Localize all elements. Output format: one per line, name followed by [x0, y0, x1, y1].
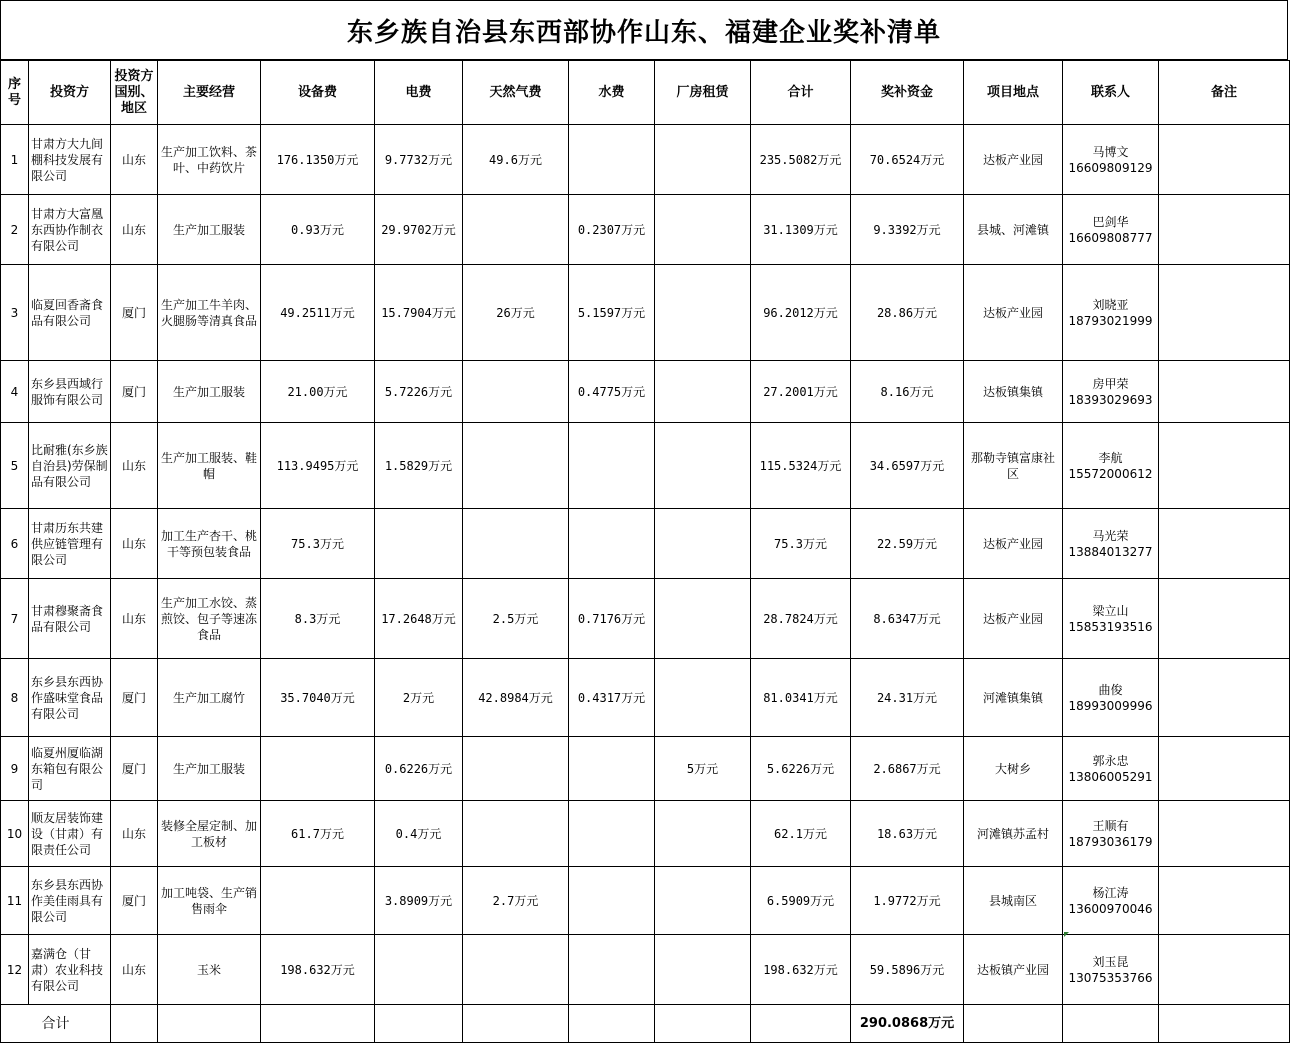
header-cell[interactable]: 水费 — [569, 61, 655, 125]
row-number-cell[interactable]: 6 — [1, 509, 29, 579]
subsidy-cell[interactable]: 28.86万元 — [851, 265, 964, 361]
equipment-fee-cell[interactable] — [261, 737, 375, 801]
gas-fee-cell[interactable]: 42.8984万元 — [463, 659, 569, 737]
equipment-fee-cell[interactable]: 75.3万元 — [261, 509, 375, 579]
contact-phone: 15572000612 — [1068, 466, 1153, 481]
water-fee-cell[interactable]: 0.2307万元 — [569, 195, 655, 265]
row-number-cell[interactable]: 9 — [1, 737, 29, 801]
region-cell[interactable]: 山东 — [111, 423, 158, 509]
note-cell[interactable] — [1159, 509, 1290, 579]
table-row — [1, 423, 1290, 509]
row-number-cell[interactable]: 4 — [1, 361, 29, 423]
contact-phone: 16609809129 — [1068, 160, 1153, 175]
contact-cell[interactable] — [1063, 195, 1159, 265]
rent-fee-cell[interactable] — [655, 659, 751, 737]
note-cell[interactable] — [1159, 265, 1290, 361]
business-cell[interactable]: 生产加工服装、鞋帽 — [158, 423, 261, 509]
note-cell[interactable] — [1159, 935, 1290, 1005]
water-fee-cell[interactable]: 0.4775万元 — [569, 361, 655, 423]
region-cell[interactable]: 山东 — [111, 509, 158, 579]
contact-phone: 18993009996 — [1068, 698, 1153, 713]
equipment-fee-cell[interactable]: 35.7040万元 — [261, 659, 375, 737]
contact-cell[interactable] — [1063, 737, 1159, 801]
subsidy-cell[interactable]: 59.5896万元 — [851, 935, 964, 1005]
business-cell[interactable]: 加工生产杏干、桃干等预包装食品 — [158, 509, 261, 579]
note-cell[interactable] — [1159, 801, 1290, 867]
contact-name: 巴剑华 — [1092, 214, 1129, 229]
electricity-fee-cell[interactable]: 9.7732万元 — [375, 125, 463, 195]
electricity-fee-cell[interactable]: 17.2648万元 — [375, 579, 463, 659]
contact-cell[interactable] — [1063, 125, 1159, 195]
contact-phone: 13075353766 — [1068, 970, 1153, 985]
sheet-title: 东乡族自治县东西部协作山东、福建企业奖补清单 — [346, 17, 941, 48]
electricity-fee-cell[interactable]: 2万元 — [375, 659, 463, 737]
investor-cell[interactable]: 甘肃方大富凰东西协作制衣有限公司 — [29, 195, 111, 265]
investor-cell[interactable]: 甘肃穆聚斋食品有限公司 — [29, 579, 111, 659]
rent-fee-cell[interactable] — [655, 801, 751, 867]
subsidy-cell[interactable]: 18.63万元 — [851, 801, 964, 867]
total-cell[interactable]: 6.5909万元 — [751, 867, 851, 935]
business-cell[interactable]: 生产加工服装 — [158, 195, 261, 265]
business-cell[interactable]: 生产加工腐竹 — [158, 659, 261, 737]
header-cell[interactable]: 厂房租赁 — [655, 61, 751, 125]
equipment-fee-cell[interactable]: 198.632万元 — [261, 935, 375, 1005]
header-cell[interactable]: 序号 — [1, 61, 29, 125]
row-number-cell[interactable]: 7 — [1, 579, 29, 659]
total-cell[interactable]: 81.0341万元 — [751, 659, 851, 737]
contact-name: 梁立山 — [1092, 603, 1129, 618]
row-number-cell[interactable]: 12 — [1, 935, 29, 1005]
electricity-fee-cell[interactable]: 0.4万元 — [375, 801, 463, 867]
equipment-fee-cell[interactable]: 61.7万元 — [261, 801, 375, 867]
total-cell[interactable]: 115.5324万元 — [751, 423, 851, 509]
electricity-fee-cell[interactable]: 1.5829万元 — [375, 423, 463, 509]
contact-name: 李航 — [1098, 450, 1123, 465]
investor-cell[interactable]: 嘉满仓（甘肃）农业科技有限公司 — [29, 935, 111, 1005]
note-cell[interactable] — [1159, 659, 1290, 737]
contact-phone: 18793036179 — [1068, 834, 1153, 849]
location-cell[interactable]: 达板产业园 — [964, 579, 1063, 659]
subsidy-cell[interactable]: 8.6347万元 — [851, 579, 964, 659]
rent-fee-cell[interactable]: 5万元 — [655, 737, 751, 801]
water-fee-cell[interactable] — [569, 125, 655, 195]
business-cell[interactable]: 生产加工服装 — [158, 361, 261, 423]
contact-phone: 18393029693 — [1068, 392, 1153, 407]
contact-phone: 13884013277 — [1068, 544, 1153, 559]
header-cell[interactable]: 投资方 — [29, 61, 111, 125]
header-cell[interactable]: 备注 — [1159, 61, 1290, 125]
rent-fee-cell[interactable] — [655, 935, 751, 1005]
gas-fee-cell[interactable] — [463, 935, 569, 1005]
row-number-cell[interactable]: 2 — [1, 195, 29, 265]
table-row — [1, 801, 1290, 867]
note-cell[interactable] — [1159, 579, 1290, 659]
location-cell[interactable]: 达板产业园 — [964, 265, 1063, 361]
gas-fee-cell[interactable] — [463, 423, 569, 509]
contact-phone: 16609808777 — [1068, 230, 1153, 245]
equipment-fee-cell[interactable]: 49.2511万元 — [261, 265, 375, 361]
gas-fee-cell[interactable] — [463, 509, 569, 579]
footer-subsidy-total[interactable]: 290.0868万元 — [851, 1005, 964, 1043]
rent-fee-cell[interactable] — [655, 195, 751, 265]
header-cell[interactable]: 联系人 — [1063, 61, 1159, 125]
contact-cell[interactable] — [1063, 801, 1159, 867]
equipment-fee-cell[interactable]: 176.1350万元 — [261, 125, 375, 195]
contact-name: 曲俊 — [1098, 682, 1123, 697]
footer-empty-cell[interactable] — [964, 1005, 1063, 1043]
table-row — [1, 579, 1290, 659]
contact-phone: 13600970046 — [1068, 901, 1153, 916]
header-cell[interactable]: 电费 — [375, 61, 463, 125]
footer-empty-cell[interactable] — [569, 1005, 655, 1043]
contact-cell[interactable] — [1063, 659, 1159, 737]
location-cell[interactable]: 县城南区 — [964, 867, 1063, 935]
contact-name: 刘玉昆 — [1092, 954, 1129, 969]
note-cell[interactable] — [1159, 867, 1290, 935]
investor-cell[interactable]: 甘肃历东共建供应链管理有限公司 — [29, 509, 111, 579]
region-cell[interactable]: 厦门 — [111, 867, 158, 935]
row-number-cell[interactable]: 11 — [1, 867, 29, 935]
gas-fee-cell[interactable]: 2.7万元 — [463, 867, 569, 935]
sheet-title-cell[interactable] — [0, 0, 1288, 60]
table-row — [1, 265, 1290, 361]
footer-empty-cell[interactable] — [1159, 1005, 1290, 1043]
footer-empty-cell[interactable] — [655, 1005, 751, 1043]
table-row — [1, 195, 1290, 265]
header-cell[interactable]: 投资方国别、地区 — [111, 61, 158, 125]
contact-cell[interactable] — [1063, 867, 1159, 935]
subsidy-cell[interactable]: 2.6867万元 — [851, 737, 964, 801]
total-cell[interactable]: 96.2012万元 — [751, 265, 851, 361]
note-cell[interactable] — [1159, 737, 1290, 801]
contact-name: 马博文 — [1092, 144, 1129, 159]
equipment-fee-cell[interactable]: 113.9495万元 — [261, 423, 375, 509]
water-fee-cell[interactable] — [569, 801, 655, 867]
rent-fee-cell[interactable] — [655, 125, 751, 195]
contact-phone: 13806005291 — [1068, 769, 1153, 784]
gas-fee-cell[interactable] — [463, 801, 569, 867]
footer-empty-cell[interactable] — [261, 1005, 375, 1043]
footer-empty-cell[interactable] — [463, 1005, 569, 1043]
subsidy-cell[interactable]: 22.59万元 — [851, 509, 964, 579]
location-cell[interactable]: 达板产业园 — [964, 125, 1063, 195]
table-row — [1, 361, 1290, 423]
contact-name: 刘晓亚 — [1092, 297, 1129, 312]
header-cell[interactable]: 项目地点 — [964, 61, 1063, 125]
investor-cell[interactable]: 东乡县西域行服饰有限公司 — [29, 361, 111, 423]
subsidy-cell[interactable]: 1.9772万元 — [851, 867, 964, 935]
header-cell[interactable]: 合计 — [751, 61, 851, 125]
total-cell[interactable]: 62.1万元 — [751, 801, 851, 867]
header-cell[interactable]: 主要经营 — [158, 61, 261, 125]
subsidy-table — [0, 60, 1290, 1043]
total-cell[interactable]: 28.7824万元 — [751, 579, 851, 659]
comment-indicator-icon — [1064, 932, 1069, 937]
table-row — [1, 737, 1290, 801]
subsidy-cell[interactable]: 8.16万元 — [851, 361, 964, 423]
investor-cell[interactable]: 东乡县东西协作美佳雨具有限公司 — [29, 867, 111, 935]
contact-name: 王顺有 — [1092, 818, 1129, 833]
row-number-cell[interactable]: 10 — [1, 801, 29, 867]
electricity-fee-cell[interactable]: 5.7226万元 — [375, 361, 463, 423]
electricity-fee-cell[interactable]: 0.6226万元 — [375, 737, 463, 801]
region-cell[interactable]: 山东 — [111, 935, 158, 1005]
gas-fee-cell[interactable]: 49.6万元 — [463, 125, 569, 195]
contact-name: 杨江涛 — [1092, 885, 1129, 900]
gas-fee-cell[interactable]: 2.5万元 — [463, 579, 569, 659]
location-cell[interactable]: 达板镇产业园 — [964, 935, 1063, 1005]
contact-phone: 15853193516 — [1068, 619, 1153, 634]
location-cell[interactable]: 达板产业园 — [964, 509, 1063, 579]
equipment-fee-cell[interactable]: 8.3万元 — [261, 579, 375, 659]
region-cell[interactable]: 厦门 — [111, 361, 158, 423]
investor-cell[interactable]: 东乡县东西协作盛味堂食品有限公司 — [29, 659, 111, 737]
table-row — [1, 509, 1290, 579]
rent-fee-cell[interactable] — [655, 867, 751, 935]
investor-cell[interactable]: 临夏回香斋食品有限公司 — [29, 265, 111, 361]
row-number-cell[interactable]: 3 — [1, 265, 29, 361]
water-fee-cell[interactable]: 5.1597万元 — [569, 265, 655, 361]
investor-cell[interactable]: 甘肃方大九间棚科技发展有限公司 — [29, 125, 111, 195]
water-fee-cell[interactable] — [569, 867, 655, 935]
note-cell[interactable] — [1159, 125, 1290, 195]
table-row — [1, 659, 1290, 737]
rent-fee-cell[interactable] — [655, 361, 751, 423]
rent-fee-cell[interactable] — [655, 579, 751, 659]
water-fee-cell[interactable] — [569, 935, 655, 1005]
table-row — [1, 125, 1290, 195]
header-cell[interactable]: 奖补资金 — [851, 61, 964, 125]
footer-empty-cell[interactable] — [1063, 1005, 1159, 1043]
contact-phone: 18793021999 — [1068, 313, 1153, 328]
subsidy-cell[interactable]: 34.6597万元 — [851, 423, 964, 509]
equipment-fee-cell[interactable] — [261, 867, 375, 935]
note-cell[interactable] — [1159, 423, 1290, 509]
electricity-fee-cell[interactable] — [375, 935, 463, 1005]
region-cell[interactable]: 厦门 — [111, 737, 158, 801]
investor-cell[interactable]: 顺友居装饰建设（甘肃）有限责任公司 — [29, 801, 111, 867]
subsidy-cell[interactable]: 9.3392万元 — [851, 195, 964, 265]
region-cell[interactable]: 山东 — [111, 801, 158, 867]
location-cell[interactable]: 河滩镇苏孟村 — [964, 801, 1063, 867]
water-fee-cell[interactable] — [569, 423, 655, 509]
gas-fee-cell[interactable]: 26万元 — [463, 265, 569, 361]
region-cell[interactable]: 厦门 — [111, 659, 158, 737]
subsidy-cell[interactable]: 24.31万元 — [851, 659, 964, 737]
equipment-fee-cell[interactable]: 21.00万元 — [261, 361, 375, 423]
region-cell[interactable]: 山东 — [111, 579, 158, 659]
contact-cell[interactable] — [1063, 423, 1159, 509]
contact-name: 郭永忠 — [1092, 753, 1129, 768]
footer-empty-cell[interactable] — [751, 1005, 851, 1043]
water-fee-cell[interactable]: 0.7176万元 — [569, 579, 655, 659]
total-cell[interactable]: 75.3万元 — [751, 509, 851, 579]
rent-fee-cell[interactable] — [655, 423, 751, 509]
row-number-cell[interactable]: 1 — [1, 125, 29, 195]
rent-fee-cell[interactable] — [655, 265, 751, 361]
total-cell[interactable]: 235.5082万元 — [751, 125, 851, 195]
contact-cell[interactable] — [1063, 579, 1159, 659]
table-row — [1, 867, 1290, 935]
note-cell[interactable] — [1159, 195, 1290, 265]
footer-empty-cell[interactable] — [375, 1005, 463, 1043]
business-cell[interactable]: 加工吨袋、生产销售雨伞 — [158, 867, 261, 935]
gas-fee-cell[interactable] — [463, 361, 569, 423]
water-fee-cell[interactable]: 0.4317万元 — [569, 659, 655, 737]
electricity-fee-cell[interactable]: 3.8909万元 — [375, 867, 463, 935]
gas-fee-cell[interactable] — [463, 195, 569, 265]
note-cell[interactable] — [1159, 361, 1290, 423]
header-row — [1, 61, 1290, 125]
row-number-cell[interactable]: 5 — [1, 423, 29, 509]
business-cell[interactable]: 玉米 — [158, 935, 261, 1005]
total-cell[interactable]: 198.632万元 — [751, 935, 851, 1005]
business-cell[interactable]: 装修全屋定制、加工板材 — [158, 801, 261, 867]
total-cell[interactable]: 5.6226万元 — [751, 737, 851, 801]
electricity-fee-cell[interactable]: 29.9702万元 — [375, 195, 463, 265]
rent-fee-cell[interactable] — [655, 509, 751, 579]
water-fee-cell[interactable] — [569, 737, 655, 801]
location-cell[interactable]: 达板镇集镇 — [964, 361, 1063, 423]
electricity-fee-cell[interactable] — [375, 509, 463, 579]
water-fee-cell[interactable] — [569, 509, 655, 579]
total-cell[interactable]: 31.1309万元 — [751, 195, 851, 265]
contact-cell[interactable] — [1063, 509, 1159, 579]
contact-cell[interactable] — [1063, 361, 1159, 423]
investor-cell[interactable]: 临夏州厦临湖东箱包有限公司 — [29, 737, 111, 801]
electricity-fee-cell[interactable]: 15.7904万元 — [375, 265, 463, 361]
footer-row — [1, 1005, 1290, 1043]
total-cell[interactable]: 27.2001万元 — [751, 361, 851, 423]
location-cell[interactable]: 河滩镇集镇 — [964, 659, 1063, 737]
contact-name: 马光荣 — [1092, 528, 1129, 543]
business-cell[interactable]: 生产加工服装 — [158, 737, 261, 801]
location-cell[interactable]: 大树乡 — [964, 737, 1063, 801]
gas-fee-cell[interactable] — [463, 737, 569, 801]
location-cell[interactable]: 那勒寺镇富康社区 — [964, 423, 1063, 509]
subsidy-cell[interactable]: 70.6524万元 — [851, 125, 964, 195]
business-cell[interactable]: 生产加工水饺、蒸煎饺、包子等速冻食品 — [158, 579, 261, 659]
location-cell[interactable]: 县城、河滩镇 — [964, 195, 1063, 265]
header-cell[interactable]: 天然气费 — [463, 61, 569, 125]
contact-name: 房甲荣 — [1092, 376, 1129, 391]
region-cell[interactable]: 山东 — [111, 125, 158, 195]
footer-empty-cell[interactable] — [111, 1005, 158, 1043]
table-row — [1, 935, 1290, 1005]
region-cell[interactable]: 厦门 — [111, 265, 158, 361]
business-cell[interactable]: 生产加工饮料、茶叶、中药饮片 — [158, 125, 261, 195]
footer-label[interactable]: 合计 — [1, 1005, 111, 1043]
equipment-fee-cell[interactable]: 0.93万元 — [261, 195, 375, 265]
contact-cell[interactable] — [1063, 265, 1159, 361]
region-cell[interactable]: 山东 — [111, 195, 158, 265]
row-number-cell[interactable]: 8 — [1, 659, 29, 737]
footer-empty-cell[interactable] — [158, 1005, 261, 1043]
contact-cell[interactable] — [1063, 935, 1159, 1005]
investor-cell[interactable]: 比耐雅(东乡族自治县)劳保制品有限公司 — [29, 423, 111, 509]
header-cell[interactable]: 设备费 — [261, 61, 375, 125]
business-cell[interactable]: 生产加工牛羊肉、火腿肠等清真食品 — [158, 265, 261, 361]
